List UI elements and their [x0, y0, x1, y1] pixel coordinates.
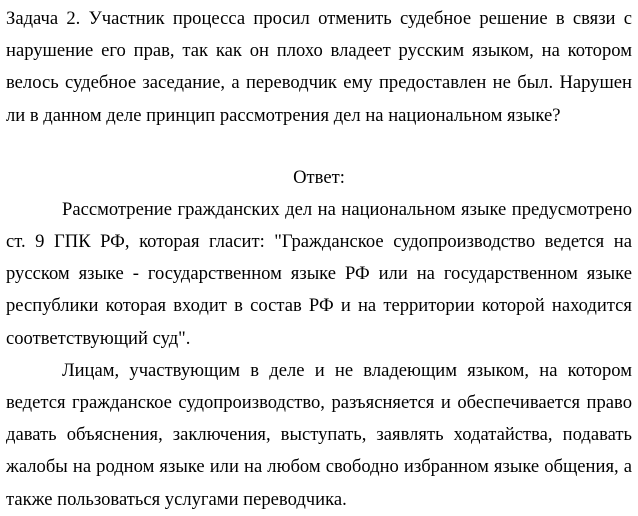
task-statement: Задача 2. Участник процесса просил отменить судебное решение в связи с нарушение его прав, так как он плохо владеет русским языком, на котором велось судебное заседание, а переводчик ему предоставлен не был. Нарушен ли в данном деле принцип рассмотрения дел на национальном языке?: [6, 8, 632, 126]
answer-paragraph-2: Лицам, участвующим в деле и не владеющим языком, на котором ведется гражданское судопроизводство, разъясняется и обеспечивается право давать объяснения, заключения, выступать, заявлять ходатайства, подавать жалобы на родном языке или на любом свободно избранном языке общения, а также пользоваться услугами переводчика.: [6, 359, 632, 510]
answer-heading: Ответ:: [293, 166, 345, 188]
answer-paragraph-1: Рассмотрение гражданских дел на национальном языке предусмотрено ст. 9 ГПК РФ, которая гласит: "Гражданское судопроизводство ведется на русском языке - государственном языке РФ или на государственном языке республики которая входит в состав РФ и на территории которой находится соответствующий суд".: [6, 198, 632, 349]
